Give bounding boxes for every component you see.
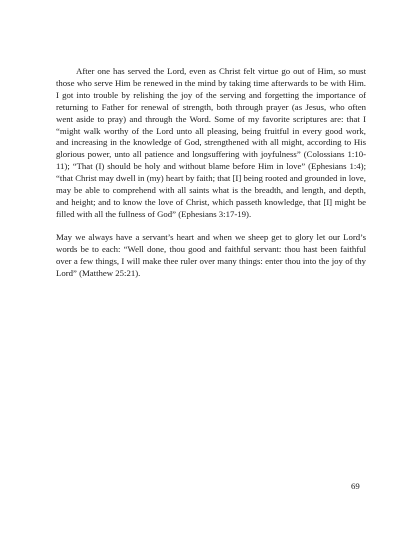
page-number: 69	[351, 481, 360, 491]
paragraph-2: May we always have a servant’s heart and when we sheep get to glory let our Lord’s words be to each: “Well done, thou good and faithful servant: thou hast been faithful over a few things, I will make thee ruler over many things: enter thou into the joy of thy Lord” (Matthew 25:21).	[56, 231, 366, 278]
paragraph-1: After one has served the Lord, even as Christ felt virtue go out of Him, so must those who serve Him be renewed in the mind by taking time afterwards to be with Him. I got into trouble by relishing the joy of the serving and forgetting the importance of returning to Father for renewal of strength, both through prayer (as Jesus, who often went aside to pray) and through the Word. Some of my favorite scriptures are: that I “might walk worthy of the Lord unto all pleasing, being fruitful in every good work, and increasing in the knowledge of God, strengthened with all might, according to His glorious power, unto all patience and longsuffering with joyfulness” (Colossians 1:10-11); “That (I) should be holy and without blame before Him in love” (Ephesians 1:4); “that Christ may dwell in (my) heart by faith; that [I] being rooted and grounded in love, may be able to comprehend with all saints what is the breadth, and length, and depth, and height; and to know the love of Christ, which passeth knowledge, that [I] might be filled with all the fullness of God” (Ephesians 3:17-19).	[56, 66, 366, 219]
body-text	[56, 66, 366, 279]
